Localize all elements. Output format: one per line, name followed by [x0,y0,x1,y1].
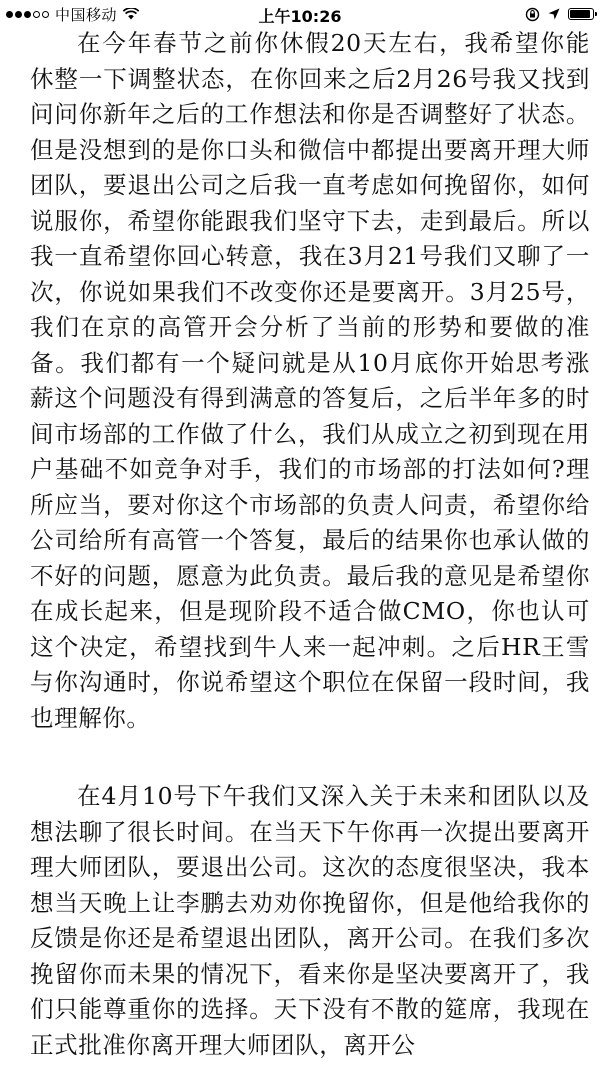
signal-dot [24,11,31,18]
signal-dot [15,11,22,18]
paragraph-2: 在4月10号下午我们又深入关于未来和团队以及想法聊了很长时间。在当天下午你再一次提出要离开理大师团队，要退出公司。这次的态度很坚决，我本想当天晚上让李鹏去劝劝你挽留你，但是他给我你的反馈是你还是希望退出团队，离开公司。在我们多次挽留你而未果的情况下，看来你是坚决要离开了，我们只能尊重你的选择。天下没有不散的筵席，我现在正式批准你离开理大师团队，离开公 [30,782,590,1059]
battery-icon [568,8,594,20]
orientation-lock-icon [525,7,540,22]
signal-dot [6,11,13,18]
battery-level-fill [570,10,590,18]
status-time: 上午10:26 [258,7,342,26]
status-bar-left [6,5,139,23]
paragraph-1: 在今年春节之前你休假20天左右，我希望你能休整一下调整状态，在你回来之后2月26号我又找到问问你新年之后的工作想法和你是否调整好了状态。但是没想到的是你口头和微信中都提出要离开理大师团队，要退出公司之后我一直考虑如何挽留你，如何说服你，希望你能跟我们坚守下去，走到最后。所以我一直希望你回心转意，我在3月21号我们又聊了一次，你说如果我们不改变你还是要离开。3月25号，我们在京的高管开会分析了当前的形势和要做的准备。我们都有一个疑问就是从10月底你开始思考涨薪这个问题没有得到满意的答复后，之后半年多的时间市场部的工作做了什么，我们从成立之初到现在用户基础不如竞争对手，我们的市场部的打法如何?理所应当，要对你这个市场部的负责人问责，希望你给公司给所有高管一个答复，最后的结果你也承认做的不好的问题，愿意为此负责。最后我的意见是希望你在成长起来，但是现阶段不适合做CMO，你也认可这个决定，希望找到牛人来一起冲刺。之后HR王雪与你沟通时，你说希望这个职位在保留一段时间，我也理解你。 [30,29,590,732]
signal-strength-icon [6,11,49,18]
signal-dot [42,11,49,18]
signal-dot [33,11,40,18]
status-bar-right [525,5,594,23]
wifi-icon [123,8,139,20]
document-body [30,26,590,1063]
paragraph-spacer [30,736,590,779]
carrier-name: 中国移动 [55,5,118,24]
location-arrow-icon [548,8,560,20]
status-bar [0,0,600,28]
